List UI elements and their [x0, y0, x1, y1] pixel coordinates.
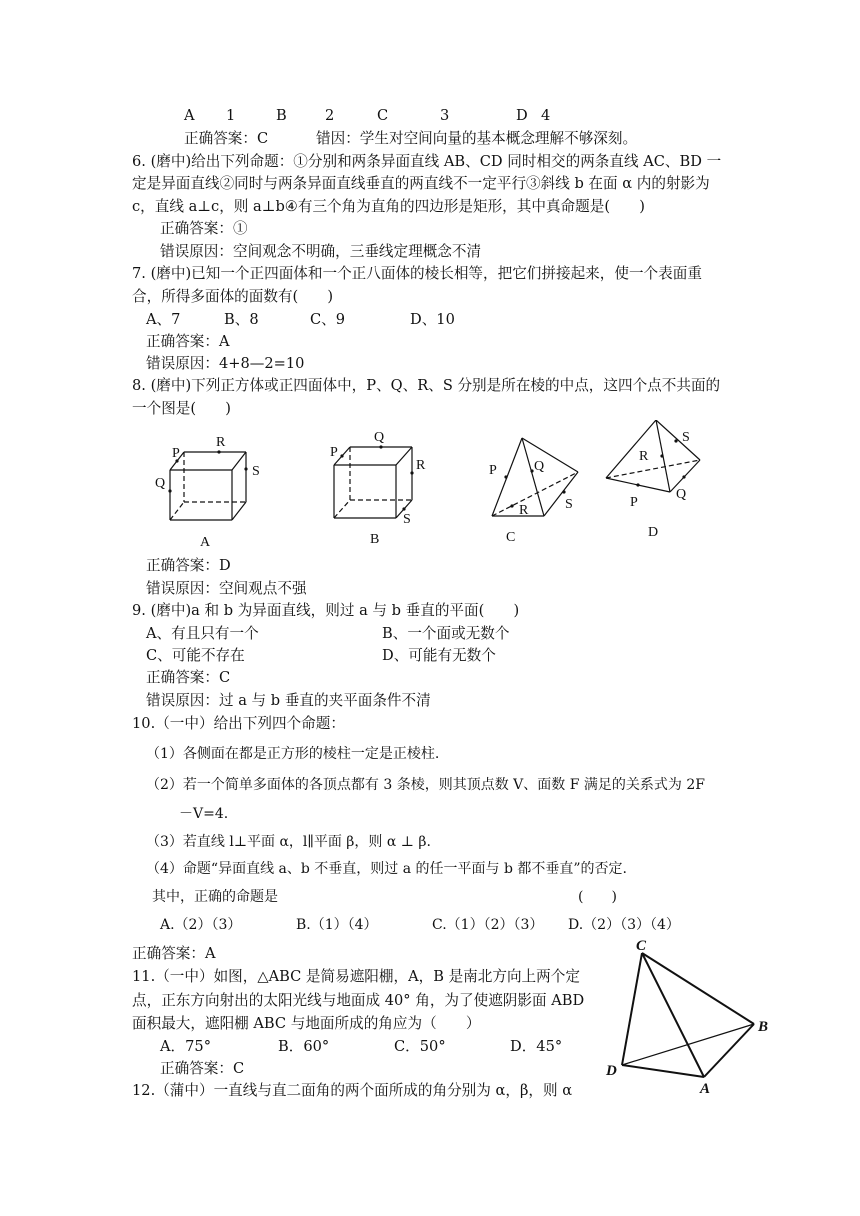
q10-option-a: A.（2）（3） [160, 917, 242, 933]
q10-p2a: （2）若一个简单多面体的各顶点都有 3 条棱，则其顶点数 V、面数 F 满足的关系式为 2F [146, 777, 705, 793]
q10-p2b: －V=4. [179, 806, 229, 822]
q11-line2: 点，正东方向射出的太阳光线与地面成 40° 角，为了使遮阴影面 ABD [132, 992, 585, 1009]
q8a-label-q: Q [155, 476, 166, 491]
q9-option-d: D、可能有无数个 [382, 647, 496, 664]
q11-answer: 正确答案：C [160, 1060, 245, 1077]
q8b-label-q: Q [374, 430, 385, 445]
q8d-label-r: R [639, 449, 649, 464]
q11-option-a: A．75° [160, 1038, 211, 1055]
q10-line1: 10.（一中）给出下列四个命题： [132, 715, 345, 732]
q9-line1: 9. (磨中)a 和 b 为异面直线，则过 a 与 b 垂直的平面( ) [132, 602, 520, 619]
q8c-label-r: R [519, 503, 529, 518]
q6-line1: 6. (磨中)给出下列命题：①分别和两条异面直线 AB、CD 同时相交的两条直线 AC、BD 一 [132, 153, 722, 170]
q11-label-a: A [700, 1081, 711, 1097]
q7-option-d: D、10 [410, 311, 455, 328]
q11-label-d: D [606, 1063, 617, 1079]
q11-label-c: C [636, 938, 647, 954]
q11-figure [600, 935, 790, 1100]
q7-error: 错误原因：4+8—2=10 [146, 355, 305, 372]
q8c-caption: C [506, 530, 516, 545]
q8b-label-s: S [403, 512, 411, 527]
q5-opt-c-label: C [377, 107, 389, 124]
q6-line2: 定是异面直线②同时与两条异面直线垂直的两直线不一定平行③斜线 b 在面 α 内的射影为 [132, 175, 710, 192]
q5-opt-b-label: B [276, 107, 287, 124]
q7-answer: 正确答案：A [146, 333, 230, 350]
q11-option-d: D．45° [510, 1038, 563, 1055]
q8a-label-r: R [216, 435, 226, 450]
q5-answer: 正确答案：C [184, 130, 269, 147]
q9-answer: 正确答案：C [146, 669, 231, 686]
q8-figure-d [600, 420, 710, 542]
q8-line1: 8. (磨中)下列正方体或正四面体中，P、Q、R、S 分别是所在棱的中点，这四个点不共面的 [132, 377, 721, 394]
q5-error: 错因：学生对空间向量的基本概念理解不够深刻。 [316, 130, 638, 147]
q11-line1: 11.（一中）如图，△ABC 是简易遮阳棚，A，B 是南北方向上两个定 [132, 968, 580, 985]
q8-error: 错误原因：空间观点不强 [146, 580, 307, 597]
q10-option-c: C.（1）（2）（3） [432, 917, 544, 933]
q6-answer: 正确答案：① [160, 220, 248, 237]
q8c-label-p: P [489, 463, 497, 478]
q8d-label-p: P [630, 495, 638, 510]
q8-line2: 一个图是( ) [132, 400, 231, 417]
q6-error: 错误原因：空间观念不明确，三垂线定理概念不清 [160, 243, 482, 260]
q5-opt-a-label: A [184, 107, 195, 124]
q10-p3: （3）若直线 l⊥平面 α，l∥平面 β，则 α ⊥ β. [146, 834, 431, 850]
q7-option-c: C、9 [310, 311, 346, 328]
q5-opt-c-value: 3 [440, 107, 450, 124]
q12-line1: 12.（蒲中）一直线与直二面角的两个面所成的角分别为 α，β，则 α [132, 1082, 573, 1099]
q10-p1: （1）各侧面在都是正方形的棱柱一定是正棱柱. [146, 746, 440, 762]
q7-line1: 7. (磨中)已知一个正四面体和一个正八面体的棱长相等，把它们拼接起来，使一个表面重 [132, 265, 702, 282]
q9-option-a: A、有且只有一个 [146, 625, 259, 642]
q5-opt-d-value: 4 [541, 107, 551, 124]
q8a-caption: A [200, 535, 211, 550]
q11-label-b: B [758, 1019, 769, 1035]
q8c-label-q: Q [534, 459, 545, 474]
q11-line3: 面积最大，遮阳棚 ABC 与地面所成的角应为（ ） [132, 1015, 481, 1032]
q8c-label-s: S [565, 497, 573, 512]
q8a-label-s: S [252, 464, 260, 479]
q9-option-b: B、一个面或无数个 [382, 625, 510, 642]
q5-opt-b-value: 2 [325, 107, 335, 124]
q8d-caption: D [648, 525, 659, 540]
q10-p4: （4）命题“异面直线 a、b 不垂直，则过 a 的任一平面与 b 都不垂直”的否定. [146, 861, 627, 877]
q8d-label-s: S [682, 430, 690, 445]
q8-answer: 正确答案：D [146, 557, 231, 574]
q5-opt-a-value: 1 [226, 107, 236, 124]
q10-option-d: D.（2）（3）（4） [568, 917, 680, 933]
q9-error: 错误原因：过 a 与 b 垂直的夹平面条件不清 [146, 692, 431, 709]
q8d-label-q: Q [676, 487, 687, 502]
q10-option-b: B.（1）（4） [296, 917, 378, 933]
q8-figure-a [148, 430, 278, 550]
q8a-label-p: P [172, 446, 180, 461]
q7-option-a: A、7 [146, 311, 181, 328]
q11-option-c: C．50° [394, 1038, 446, 1055]
q10-tail: 其中，正确的命题是 [152, 889, 278, 905]
q8-figure-b [318, 425, 438, 547]
q7-line2: 合，所得多面体的面数有( ) [132, 288, 334, 305]
q8-figure-c [484, 432, 594, 548]
q8b-caption: B [370, 532, 380, 547]
q10-answer: 正确答案：A [132, 945, 216, 962]
q9-option-c: C、可能不存在 [146, 647, 245, 664]
q8b-label-p: P [330, 445, 338, 460]
q10-paren: ( ) [578, 889, 617, 905]
q7-option-b: B、8 [224, 311, 259, 328]
q5-opt-d-label: D [516, 107, 528, 124]
q11-option-b: B．60° [278, 1038, 330, 1055]
q8b-label-r: R [416, 458, 426, 473]
q6-line3: c，直线 a⊥c，则 a⊥b④有三个角为直角的四边形是矩形，其中真命题是( ) [132, 198, 645, 215]
